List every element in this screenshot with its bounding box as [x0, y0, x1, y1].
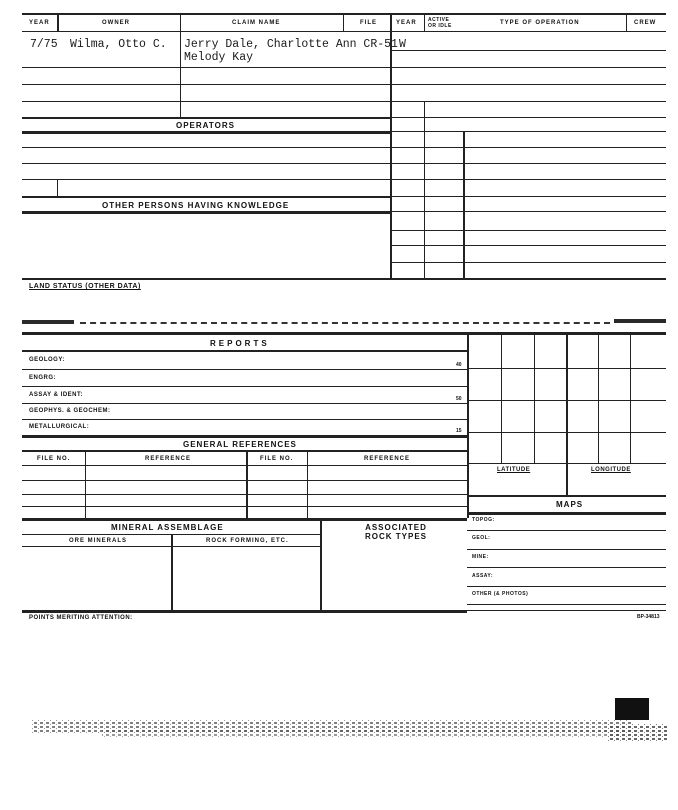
- cell-divider: [57, 179, 58, 196]
- hdr-divider: [626, 13, 627, 32]
- operators-label: OPERATORS: [176, 121, 235, 130]
- entry-claim-name: Jerry Dale, Charlotte Ann CR-51: [184, 38, 398, 51]
- mineral-col-divider: [320, 518, 322, 611]
- mineral-ore: ORE MINERALS: [69, 538, 128, 544]
- header-owner: OWNER: [102, 20, 130, 26]
- bottom-rule: [22, 610, 467, 613]
- scan-artifact: [22, 320, 74, 324]
- ref-row-line: [22, 465, 467, 466]
- right-row: [391, 179, 666, 180]
- report-row-line: [22, 419, 467, 420]
- grid-row: [467, 463, 666, 464]
- reports-title: REPORTS: [210, 339, 270, 348]
- latitude-label: LATITUDE: [497, 467, 531, 473]
- report-assay-num: 50: [456, 396, 462, 402]
- right-row: [391, 245, 666, 246]
- report-metallurgical: METALLURGICAL:: [29, 424, 90, 430]
- hdr-divider: [180, 13, 181, 32]
- row-line: [22, 179, 390, 180]
- right-row: [391, 84, 666, 85]
- row-line: [22, 84, 390, 85]
- other-persons-label: OTHER PERSONS HAVING KNOWLEDGE: [102, 201, 290, 210]
- scan-dashed-line: [80, 322, 610, 324]
- row-line: [22, 163, 390, 164]
- entry-file: W: [399, 38, 406, 51]
- reports-right-divider: [467, 333, 469, 518]
- row-line: [22, 147, 390, 148]
- header-bottom-rule: [22, 31, 666, 32]
- form-number: BP-34813: [637, 614, 660, 620]
- grid-row: [467, 400, 666, 401]
- right-row: [391, 163, 666, 164]
- entry-owner: Wilma, Otto C.: [70, 38, 167, 51]
- grid-row: [467, 432, 666, 433]
- right-row: [391, 131, 666, 132]
- header-claim-name: CLAIM NAME: [232, 20, 281, 26]
- longitude-label: LONGITUDE: [591, 467, 631, 473]
- right-row: [391, 196, 666, 197]
- ref-col-divider: [246, 450, 248, 518]
- other-persons-rule: [22, 211, 390, 214]
- report-assay: ASSAY & IDENT:: [29, 392, 84, 398]
- bottom-rule-right: [467, 610, 666, 611]
- maps-row-line: [467, 549, 666, 550]
- scan-noise-band: [22, 690, 668, 760]
- general-refs-file-no: FILE NO.: [37, 456, 71, 462]
- associated-rock-types: ASSOCIATED ROCK TYPES: [364, 523, 427, 541]
- grid-col: [534, 333, 535, 463]
- entry-year: 7/75: [30, 38, 58, 51]
- grid-row: [467, 368, 666, 369]
- grid-col: [598, 333, 599, 463]
- maps-topog: TOPOG:: [472, 517, 495, 523]
- maps-row-line: [467, 567, 666, 568]
- general-refs-reference: REFERENCE: [145, 456, 192, 462]
- maps-row-line: [467, 604, 666, 605]
- maps-assay: ASSAY:: [472, 573, 494, 579]
- right-row: [391, 50, 666, 51]
- maps-mine: MINE:: [472, 554, 489, 560]
- report-geology: GEOLOGY:: [29, 357, 65, 363]
- hdr-divider: [57, 13, 59, 32]
- mineral-col-divider: [171, 534, 173, 611]
- mineral-rock-forming: ROCK FORMING, ETC.: [206, 538, 289, 544]
- ref-row-line: [22, 506, 467, 507]
- row-line: [22, 101, 390, 102]
- header-active-idle: ACTIVE OR IDLE: [428, 17, 452, 29]
- header-crew: CREW: [634, 20, 657, 26]
- ref-row-line: [22, 494, 467, 495]
- right-row: [391, 147, 666, 148]
- maps-other: OTHER (& PHOTOS): [472, 591, 529, 597]
- maps-row-line: [467, 586, 666, 587]
- report-row-line: [22, 369, 467, 370]
- header-year: YEAR: [29, 20, 50, 26]
- right-row: [391, 117, 666, 118]
- right-row: [391, 211, 666, 212]
- right-row: [391, 262, 666, 263]
- report-engrg: ENGRG:: [29, 375, 56, 381]
- right-panel-divider: [390, 13, 392, 278]
- scan-artifact: [614, 319, 666, 323]
- hdr-divider: [424, 13, 425, 32]
- report-geology-num: 40: [456, 362, 462, 368]
- right-col-divider: [463, 131, 465, 278]
- operators-rule: [22, 131, 390, 134]
- maps-top-rule: [467, 495, 666, 497]
- header-file: FILE: [360, 20, 377, 26]
- general-refs-rule: [22, 450, 467, 452]
- entry-claim-name-2: Melody Kay: [184, 51, 254, 64]
- right-row: [391, 101, 666, 102]
- ref-col-divider: [307, 450, 308, 518]
- general-refs-title: GENERAL REFERENCES: [183, 440, 297, 449]
- land-status-rule: [22, 278, 666, 280]
- reports-title-rule: [22, 350, 467, 352]
- general-refs-file-no-2: FILE NO.: [260, 456, 294, 462]
- reports-top-rule: [22, 332, 666, 335]
- row-line: [22, 196, 390, 198]
- report-geophys: GEOPHYS. & GEOCHEM:: [29, 408, 111, 414]
- maps-geol: GEOL:: [472, 535, 491, 541]
- maps-row-line: [467, 530, 666, 531]
- right-row: [391, 230, 666, 231]
- ref-row-line: [22, 480, 467, 481]
- header-year2: YEAR: [396, 20, 417, 26]
- header-type-of-operation: TYPE OF OPERATION: [500, 20, 580, 26]
- grid-col: [501, 333, 502, 463]
- right-row: [391, 67, 666, 68]
- report-metallurgical-num: 15: [456, 428, 462, 434]
- right-col-divider: [424, 101, 425, 278]
- general-refs-reference-2: REFERENCE: [364, 456, 411, 462]
- ref-col-divider: [85, 450, 86, 518]
- land-status-label: LAND STATUS (OTHER DATA): [29, 283, 141, 290]
- maps-title: MAPS: [556, 500, 584, 509]
- report-row-line: [22, 403, 467, 404]
- row-line: [22, 67, 390, 68]
- row-line: [22, 117, 390, 119]
- grid-col: [566, 333, 568, 496]
- hdr-divider: [343, 13, 344, 32]
- points-meriting-attention: POINTS MERITING ATTENTION:: [29, 615, 133, 621]
- maps-title-rule: [467, 512, 666, 515]
- mineral-title: MINERAL ASSEMBLAGE: [111, 523, 224, 532]
- top-rule: [22, 13, 666, 15]
- grid-col: [630, 333, 631, 463]
- general-refs-top-rule: [22, 435, 467, 438]
- report-row-line: [22, 386, 467, 387]
- claim-divider: [180, 31, 181, 117]
- mineral-top-rule: [22, 518, 467, 521]
